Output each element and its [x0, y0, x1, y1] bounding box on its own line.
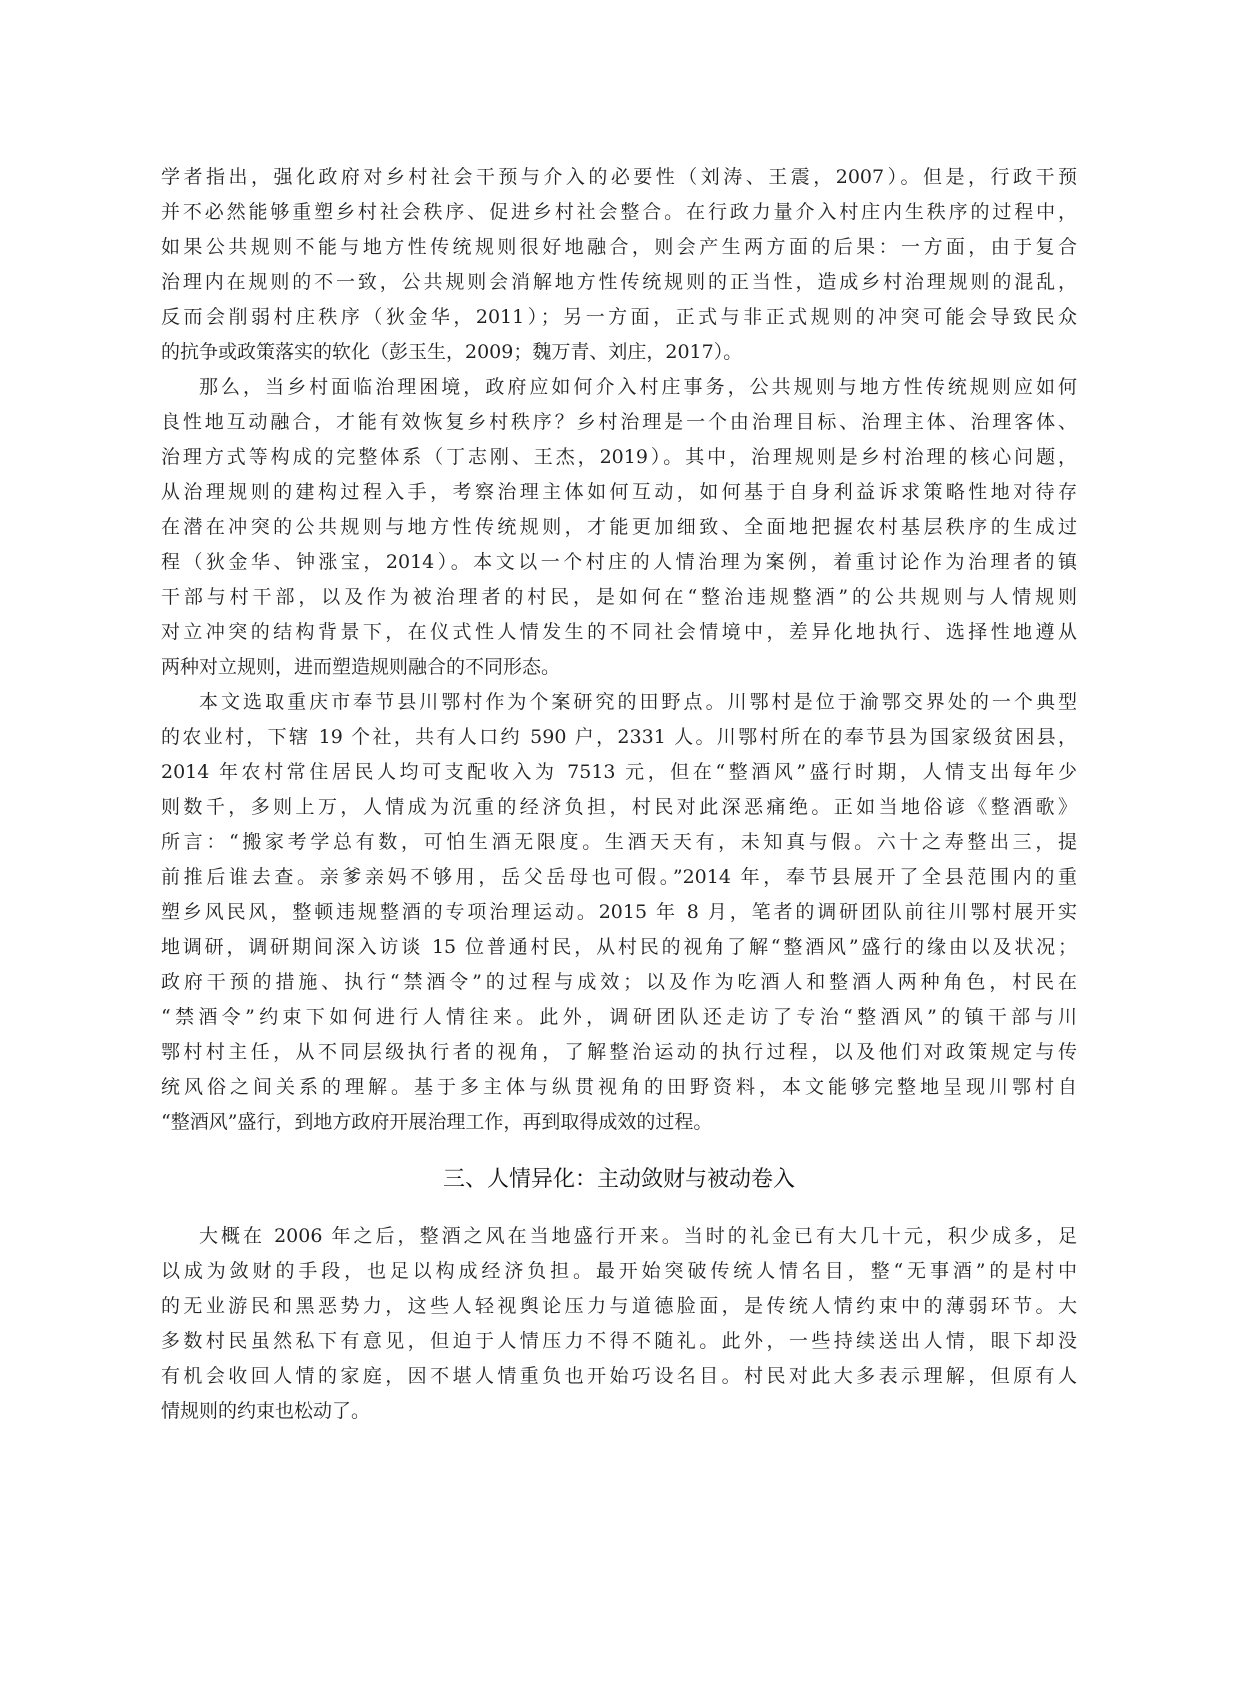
paragraph-3 — [161, 685, 1077, 1140]
text-line: “禁酒令”约束下如何进行人情往来。此外，调研团队还走访了专治“整酒风”的镇干部与川 — [161, 1006, 1077, 1028]
paragraph-1 — [161, 160, 1077, 370]
text-line: 本文选取重庆市奉节县川鄂村作为个案研究的田野点。川鄂村是位于渝鄂交界处的一个典型 — [199, 691, 1077, 713]
text-line: 鄂村村主任，从不同层级执行者的视角，了解整治运动的执行过程，以及他们对政策规定与传 — [161, 1041, 1077, 1063]
text-line: 有机会收回人情的家庭，因不堪人情重负也开始巧设名目。村民对此大多表示理解，但原有人 — [161, 1365, 1077, 1387]
text-line: 从治理规则的建构过程入手，考察治理主体如何互动，如何基于自身利益诉求策略性地对待存 — [161, 481, 1077, 503]
text-line: 治理内在规则的不一致，公共规则会消解地方性传统规则的正当性，造成乡村治理规则的混乱， — [161, 271, 1077, 293]
text-line: 如果公共规则不能与地方性传统规则很好地融合，则会产生两方面的后果：一方面，由于复合 — [161, 236, 1077, 258]
text-line: 两种对立规则，进而塑造规则融合的不同形态。 — [161, 656, 561, 678]
section-paragraph — [161, 1219, 1077, 1429]
text-line: 2014 年农村常住居民人均可支配收入为 7513 元，但在“整酒风”盛行时期，人情支出每年少 — [161, 761, 1077, 783]
text-line: 地调研，调研期间深入访谈 15 位普通村民，从村民的视角了解“整酒风”盛行的缘由以及状况； — [161, 936, 1077, 958]
text-line: 政府干预的措施、执行“禁酒令”的过程与成效；以及作为吃酒人和整酒人两种角色，村民在 — [161, 971, 1077, 993]
text-line: 的抗争或政策落实的软化（彭玉生，2009；魏万青、刘庄，2017）。 — [161, 341, 743, 363]
text-line: 在潜在冲突的公共规则与地方性传统规则，才能更加细致、全面地把握农村基层秩序的生成过 — [161, 516, 1077, 538]
text-line: 治理方式等构成的完整体系（丁志刚、王杰，2019）。其中，治理规则是乡村治理的核心问题， — [161, 446, 1077, 468]
document-page — [161, 160, 1077, 1429]
text-line: 多数村民虽然私下有意见，但迫于人情压力不得不随礼。此外，一些持续送出人情，眼下却没 — [161, 1330, 1077, 1352]
section-heading: 三、人情异化：主动敛财与被动卷入 — [442, 1167, 795, 1192]
text-line: 所言：“搬家考学总有数，可怕生酒无限度。生酒天天有，未知真与假。六十之寿整出三，提 — [161, 831, 1077, 853]
text-line: 以成为敛财的手段，也足以构成经济负担。最开始突破传统人情名目，整“无事酒”的是村中 — [161, 1260, 1077, 1282]
text-line: 那么，当乡村面临治理困境，政府应如何介入村庄事务，公共规则与地方性传统规则应如何 — [199, 376, 1077, 398]
text-line: 对立冲突的结构背景下，在仪式性人情发生的不同社会情境中，差异化地执行、选择性地遵从 — [161, 621, 1077, 643]
text-line: 程（狄金华、钟涨宝，2014）。本文以一个村庄的人情治理为案例，着重讨论作为治理者的镇 — [161, 551, 1077, 573]
text-line: 干部与村干部，以及作为被治理者的村民，是如何在“整治违规整酒”的公共规则与人情规则 — [161, 586, 1077, 608]
text-line: 塑乡风民风，整顿违规整酒的专项治理运动。2015 年 8 月，笔者的调研团队前往川鄂村展开实 — [161, 901, 1077, 923]
text-line: 大概在 2006 年之后，整酒之风在当地盛行开来。当时的礼金已有大几十元，积少成多，足 — [199, 1225, 1077, 1247]
text-line: 前推后谁去查。亲爹亲妈不够用，岳父岳母也可假。”2014 年，奉节县展开了全县范围内的重 — [161, 866, 1077, 888]
text-line: 学者指出，强化政府对乡村社会干预与介入的必要性（刘涛、王震，2007）。但是，行政干预 — [161, 166, 1077, 188]
text-line: 良性地互动融合，才能有效恢复乡村秩序？乡村治理是一个由治理目标、治理主体、治理客体、 — [161, 411, 1077, 433]
text-line: 并不必然能够重塑乡村社会秩序、促进乡村社会整合。在行政力量介入村庄内生秩序的过程中， — [161, 201, 1077, 223]
text-line: “整酒风”盛行，到地方政府开展治理工作，再到取得成效的过程。 — [161, 1111, 713, 1133]
text-line: 则数千，多则上万，人情成为沉重的经济负担，村民对此深恶痛绝。正如当地俗谚《整酒歌》 — [161, 796, 1077, 818]
text-line: 统风俗之间关系的理解。基于多主体与纵贯视角的田野资料，本文能够完整地呈现川鄂村自 — [161, 1076, 1077, 1098]
text-line: 的无业游民和黑恶势力，这些人轻视舆论压力与道德脸面，是传统人情约束中的薄弱环节。大 — [161, 1295, 1077, 1317]
text-line: 情规则的约束也松动了。 — [161, 1400, 371, 1422]
paragraph-2 — [161, 370, 1077, 685]
text-line: 反而会削弱村庄秩序（狄金华，2011）；另一方面，正式与非正式规则的冲突可能会导致民众 — [161, 306, 1077, 328]
text-line: 的农业村，下辖 19 个社，共有人口约 590 户，2331 人。川鄂村所在的奉节县为国家级贫困县， — [161, 726, 1077, 748]
